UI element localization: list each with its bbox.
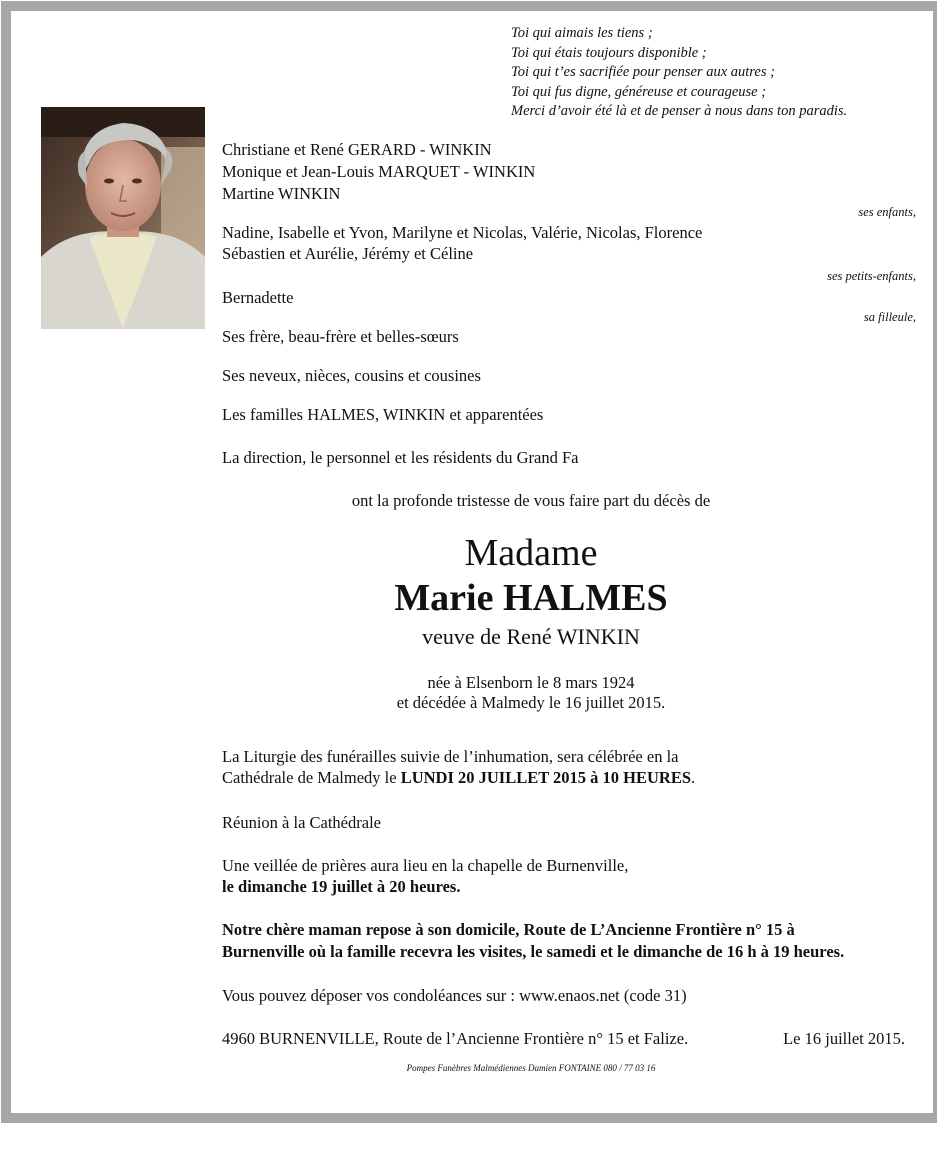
- rest-line: Notre chère maman repose à son domicile, Route de L’Ancienne Frontière n° 15 à: [222, 920, 795, 939]
- funeral-line: La Liturgie des funérailles suivie de l’inhumation, sera célébrée en la: [222, 747, 679, 766]
- poem-line: Toi qui aimais les tiens ;: [511, 25, 653, 41]
- portrait-photo: [41, 107, 205, 329]
- children-label: ses enfants,: [858, 205, 916, 219]
- poem-line: Merci d’avoir été là et de penser à nous dans ton paradis.: [511, 103, 848, 120]
- cousins-line: Ses neveux, nièces, cousins et cousines: [222, 366, 481, 385]
- poem-line: Toi qui t’es sacrifiée pour penser aux autres ;: [511, 64, 775, 81]
- vigil-datetime: le dimanche 19 juillet à 20 heures.: [222, 877, 461, 896]
- deceased-title: Madame: [464, 532, 598, 574]
- meeting-line: Réunion à la Cathédrale: [222, 813, 381, 832]
- birth-line: née à Elsenborn le 8 mars 1924: [427, 673, 635, 692]
- funeral-text: Cathédrale de Malmedy le: [222, 768, 401, 787]
- poem-line: Toi qui étais toujours disponible ;: [511, 44, 707, 61]
- funeral-text: .: [691, 768, 696, 787]
- poem-line: Toi qui fus digne, généreuse et courageuse ;: [511, 83, 767, 100]
- grandchildren-label: ses petits-enfants,: [827, 269, 916, 283]
- goddaughter-label: sa filleule,: [863, 310, 916, 324]
- condolences-line: Vous pouvez déposer vos condoléances sur : www.enaos.net (code 31): [222, 986, 687, 1005]
- children-line: Christiane et René GERARD - WINKIN: [222, 140, 492, 159]
- funeral-home-footer: Pompes Funèbres Malmédiennes Damien FONTAINE 080 / 77 03 16: [406, 1063, 656, 1073]
- widow-of: veuve de René WINKIN: [422, 624, 640, 649]
- date-line: Le 16 juillet 2015.: [783, 1029, 905, 1048]
- deceased-name: Marie HALMES: [394, 577, 668, 619]
- announcement: ont la profonde tristesse de vous faire part du décès de: [351, 491, 711, 510]
- children-line: Martine WINKIN: [222, 184, 341, 203]
- death-line: et décédée à Malmedy le 16 juillet 2015.: [396, 693, 666, 712]
- siblings-line: Ses frère, beau-frère et belles-sœurs: [222, 327, 459, 346]
- families-line: Les familles HALMES, WINKIN et apparentées: [222, 405, 544, 424]
- address-line: 4960 BURNENVILLE, Route de l’Ancienne Frontière n° 15 et Falize.: [222, 1029, 689, 1048]
- funeral-line: [222, 768, 695, 788]
- grandchildren-line: Nadine, Isabelle et Yvon, Marilyne et Nicolas, Valérie, Nicolas, Florence: [222, 223, 703, 242]
- vigil-line: Une veillée de prières aura lieu en la chapelle de Burnenville,: [222, 856, 629, 875]
- children-line: Monique et Jean-Louis MARQUET - WINKIN: [222, 162, 536, 181]
- home-line: La direction, le personnel et les résidents du Grand Fa: [222, 448, 579, 467]
- poem: [511, 24, 847, 122]
- funeral-datetime: LUNDI 20 JUILLET 2015 à 10 HEURES: [400, 768, 692, 787]
- grandchildren-line: Sébastien et Aurélie, Jérémy et Céline: [222, 244, 474, 263]
- rest-line: Burnenville où la famille recevra les visites, le samedi et le dimanche de 16 h à 19 heures.: [222, 942, 845, 961]
- goddaughter-line: Bernadette: [222, 288, 294, 307]
